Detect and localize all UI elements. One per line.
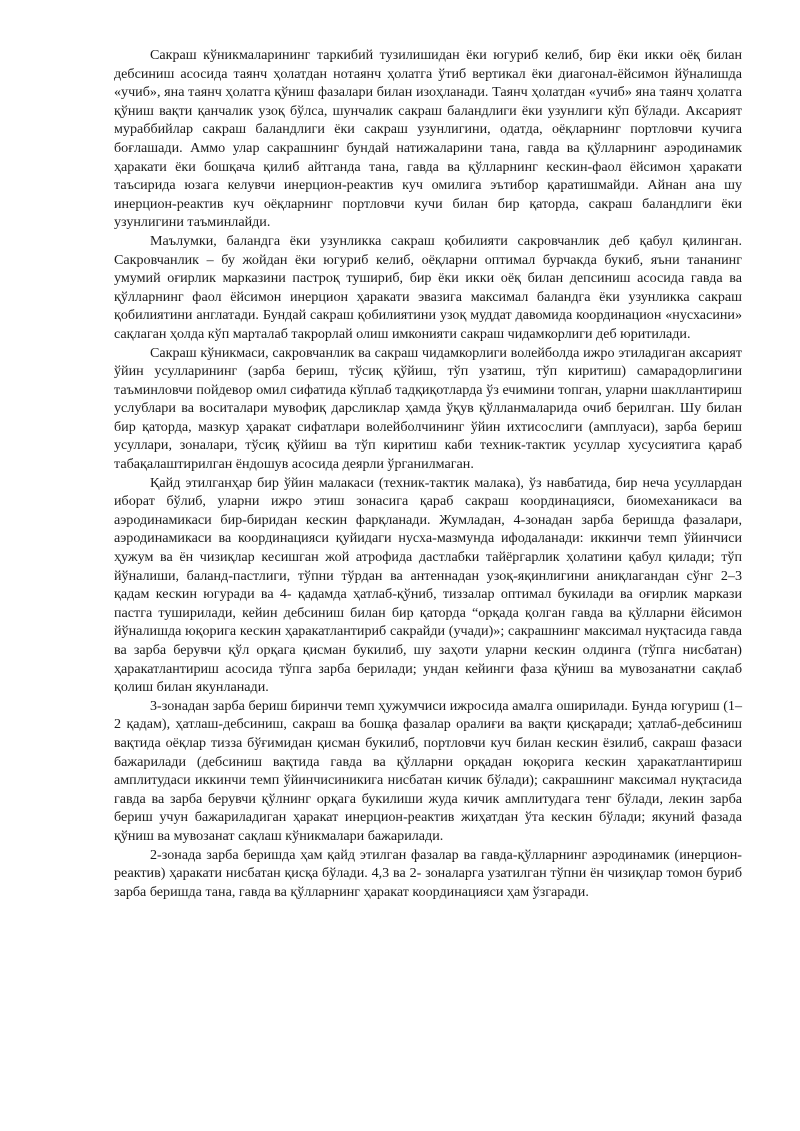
paragraph-zone-4-attack: Қайд этилганҳар бир ўйин малакаси (техник-тактик малака), ўз навбатида, бир неча усуллардан иборат бўлиб, уларни ижро этиш зонасига қараб сакраш координацияси, биомеханикаси ва аэродинамикаси бир-биридан кескин фарқланади. Жумладан, 4-зонадан зарба беришда фазалари, аэродинамикаси ва координацияси қуйидаги нусха-мазмунда ифодаланади: иккинчи темп ўйинчиси ҳужум ва ён чизиқлар кесишган жой атрофида дастлабки тайёргарлик ҳолатини қабул қилади; тўп йўналиши, баланд-пастлиги, тўпни тўрдан ва антеннадан узоқ-яқинлигини аниқлагандан сўнг 2–3 қадам кескин югуради ва 4- қадамда ҳатлаб-қўниб, тиззалар оптимал букилади ва оғирлик маркази пастга туширилади, кейин дебсиниш билан бир қаторда “орқада қолган гавда ва қўлларни ёйсимон йўналишда юқорига кескин ҳаракатлантириб сакрайди (учади)»; сакрашнинг максимал нуқтасида гавда ва зарба берувчи қўл орқага қисман букилиб, шу заҳоти уларни кескин олдинга (тўпга нисбатан) ҳаракатлантириш асосида тўпга зарба берилади; ундан кейинги фаза қўниш ва мувозанатни сақлаб қолиш билан якунланади.: [114, 474, 742, 696]
paragraph-volleyball-techniques: Сакраш кўникмаси, сакровчанлик ва сакраш чидамкорлиги волейболда ижро этиладиган аксарият ўйин усулларининг (зарба бериш, тўсиқ қўйиш, тўп узатиш, тўп киритиш) самарадорлигини таъминловчи пойдевор омил сифатида кўплаб тадқиқотларда ўз ечимини топган, уларни шакллантириш услублари ва воситалари мувофиқ дарсликлар ҳамда ўқув қўлланмаларида очиб берилган. Шу билан бир қаторда, мазкур ҳаракат сифатлари волейболчининг ўйин ихтисослиги (амплуаси), зарба бериш усуллари, зоналари, тўсиқ қўйиш ва тўп киритиш каби техник-тактик усуллар хусусиятига қараб табақалаштирилган ёндошув асосида деярли ўрганилмаган.: [114, 344, 742, 473]
paragraph-jumping-ability: Маълумки, баландга ёки узунликка сакраш қобилияти сакровчанлик деб қабул қилинган. Сакровчанлик – бу жойдан ёки югуриб келиб, оёқларни оптимал бурчакда букиб, яъни тананинг умумий оғирлик марказини пастроқ тушириб, бир ёки икки оёқ билан депсиниш асосида гавда ва қўлларнинг фаол ёйсимон инерцион ҳаракати эвазига максимал баландга ёки узунликка сакраш қобилиятини англатади. Бундай сакраш қобилиятини узоқ муддат давомида координацион «нусхасини» сақлаган ҳолда кўп марталаб такрорлай олиш имконияти сакраш чидамкорлиги деб юритилади.: [114, 232, 742, 342]
paragraph-zone-3-attack: 3-зонадан зарба бериш биринчи темп ҳужумчиси ижросида амалга оширилади. Бунда югуриш (1–2 қадам), ҳатлаш-дебсиниш, сакраш ва бошқа фазалар оралиғи ва вақти қисқаради; ҳатлаб-дебсиниш вақтида оёқлар тизза бўғимидан қисман букилиб, портловчи куч билан кескин ёзилиб, сакраш фазаси бажарилади (дебсиниш вақтида гавда ва қўлларни орқадан юқорига кескин ҳаракатлантириш амплитудаси иккинчи темп ўйинчисиникига нисбатан кичик бўлади); сакрашнинг максимал нуқтасида гавда ва зарба берувчи қўлнинг орқага букилиши жуда кичик амплитудага тенг бўлади, лекин зарба бериш учун бажариладиган ҳаракат инерцион-реактив жиҳатдан ўта кескин бўлади; якуний фазада қўниш ва мувозанат сақлаш кўникмалари бажарилади.: [114, 697, 742, 844]
paragraph-jump-skill-structure: Сакраш кўникмаларининг таркибий тузилишидан ёки югуриб келиб, бир ёки икки оёқ билан дебсиниш асосида таянч ҳолатдан нотаянч ҳолатга ўтиб вертикал ёки диагонал-ёйсимон йўналишда «учиб», яна таянч ҳолатга қўниш фазалари билан изоҳланади. Таянч ҳолатдан «учиб» яна таянч ҳолатга қўниш вақти қанчалик узоқ бўлса, шунчалик сакраш баландлиги ёки узунлиги кўп бўлади. Аксарият мураббийлар сакраш баландлиги ёки сакраш узунлигини, одатда, оёқларнинг портловчи кучига боғлашади. Аммо улар сакрашнинг бундай натижаларини тана, гавда ва қўлларнинг аэродинамик ҳаракати ёки бошқача қилиб айтганда тана, гавда ва қўлларнинг кескин-фаол ёйсимон ҳаракати таъсирида юзага келувчи инерцион-реактив куч омилига эътибор қаратишмайди. Айнан ана шу инерцион-реактив куч оёқларнинг портловчи кучи билан бир қаторда, сакраш баландлиги ёки узунлигини таъминлайди.: [114, 47, 742, 231]
paragraph-zone-2-attack: 2-зонада зарба беришда ҳам қайд этилган фазалар ва гавда-қўлларнинг аэродинамик (инерцион-реактив) ҳаракати нисбатан қисқа бўлади. 4,3 ва 2- зоналарга узатилган тўпни ён чизиқлар томон буриб зарба беришда тана, гавда ва қўлларнинг ҳаракат координацияси ҳам ўзгаради.: [114, 846, 742, 900]
document-page: [114, 46, 742, 901]
